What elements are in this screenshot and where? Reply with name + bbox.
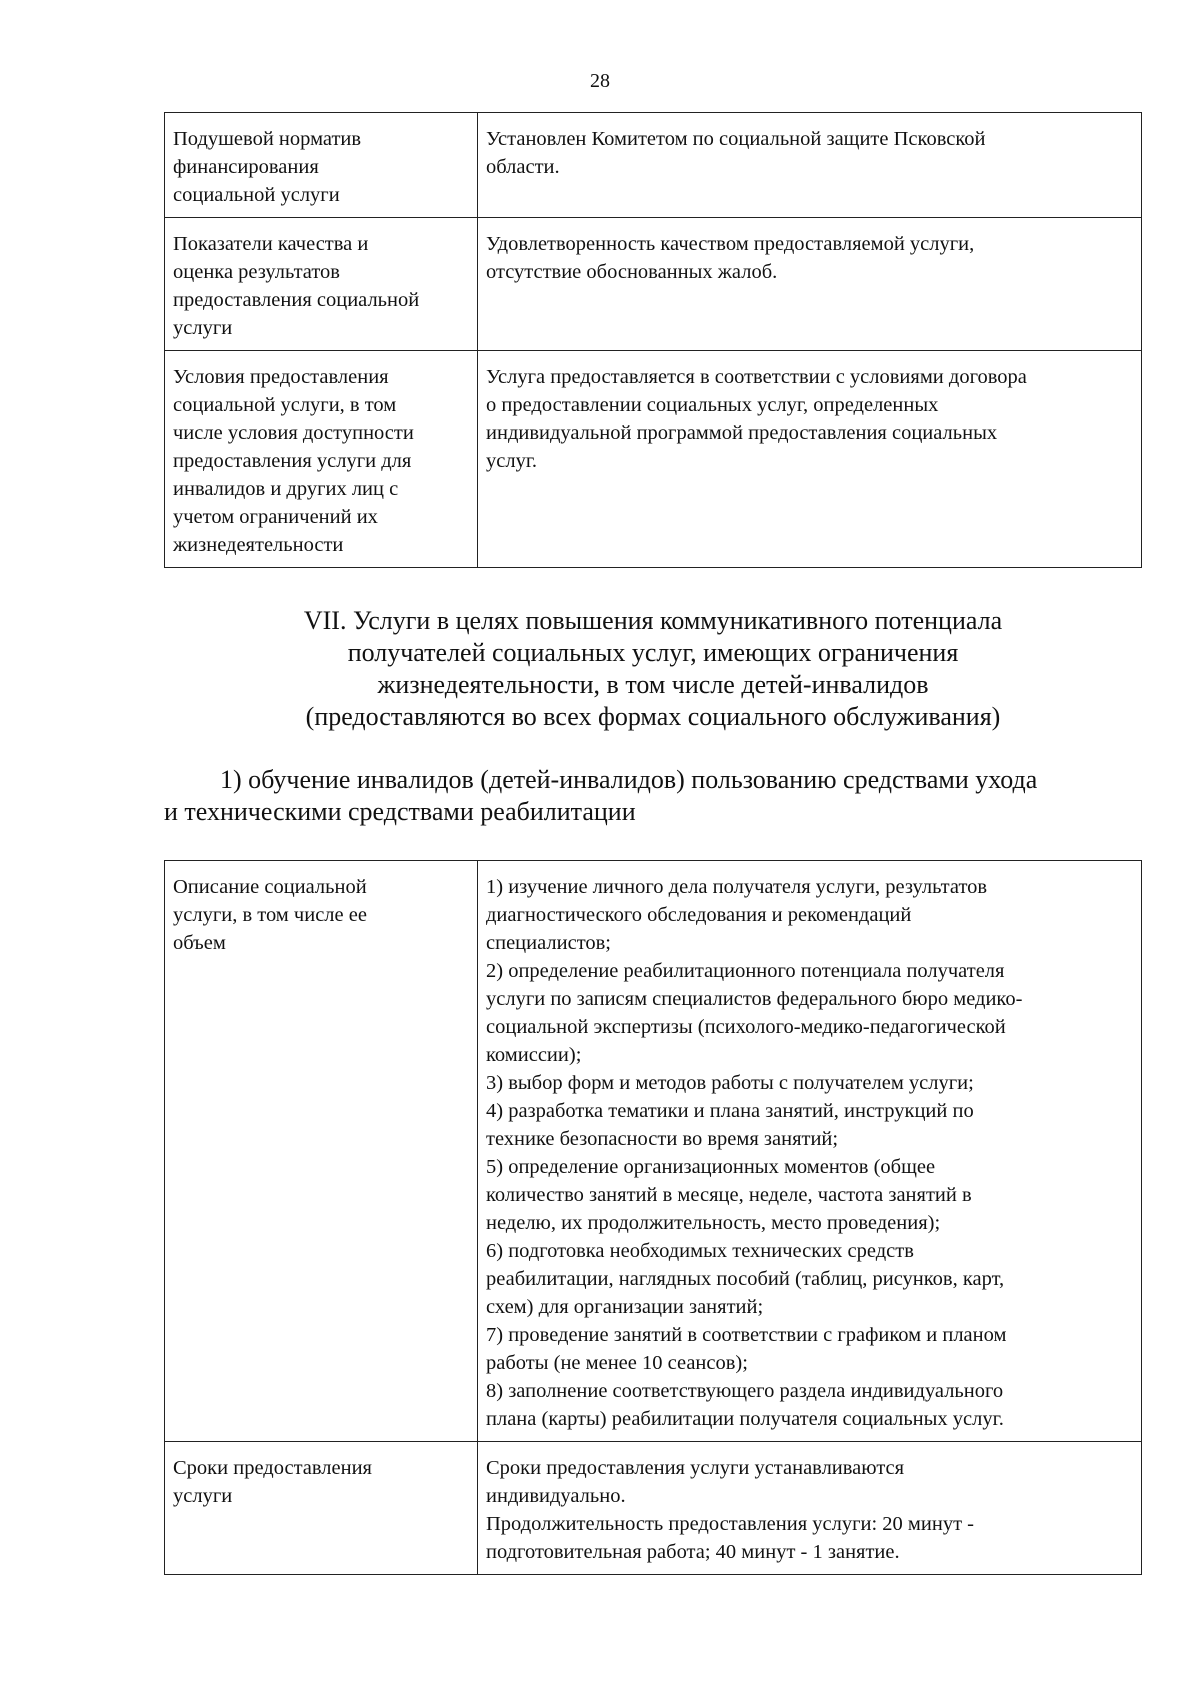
- subsection-heading-text: 1) обучение инвалидов (детей-инвалидов) пользованию средствами ухода: [220, 765, 1038, 794]
- service-parameters-table-top: [164, 112, 1142, 568]
- cell-text-line: 2) определение реабилитационного потенциала получателя: [486, 960, 1005, 982]
- cell-text-line: Продолжительность предоставления услуги: 20 минут -: [486, 1513, 974, 1535]
- row-label-cell: [165, 1442, 478, 1575]
- row-value-cell: [478, 351, 1142, 568]
- cell-text-line: индивидуально.: [486, 1485, 626, 1507]
- cell-text-line: Установлен Комитетом по социальной защите Псковской: [486, 128, 986, 150]
- section-heading-line: получателей социальных услуг, имеющих ограничения: [347, 638, 959, 667]
- section-heading-line: жизнедеятельности, в том числе детей-инвалидов: [377, 670, 929, 699]
- cell-text-line: 6) подготовка необходимых технических средств: [486, 1240, 914, 1262]
- section-heading-line: (предоставляются во всех формах социального обслуживания): [305, 702, 1001, 731]
- cell-text-line: 7) проведение занятий в соответствии с графиком и планом: [486, 1324, 1007, 1346]
- row-value-cell: [478, 861, 1142, 1442]
- cell-text-line: индивидуальной программой предоставления социальных: [486, 422, 998, 444]
- cell-text-line: 3) выбор форм и методов работы с получателем услуги;: [486, 1072, 974, 1094]
- cell-text-line: специалистов;: [486, 932, 612, 954]
- cell-text-line: отсутствие обоснованных жалоб.: [486, 261, 778, 283]
- table-row: [165, 218, 1142, 351]
- cell-text-line: социальной услуги, в том: [173, 394, 397, 416]
- section-heading: [164, 605, 1142, 733]
- page-number: 28: [590, 70, 610, 92]
- cell-text-line: диагностического обследования и рекомендаций: [486, 904, 912, 926]
- cell-text-line: 5) определение организационных моментов (общее: [486, 1156, 936, 1178]
- cell-text-line: плана (карты) реабилитации получателя социальных услуг.: [486, 1408, 1004, 1430]
- table-body: [165, 113, 1142, 568]
- row-label-cell: [165, 113, 478, 218]
- cell-text-line: 8) заполнение соответствующего раздела индивидуального: [486, 1380, 1004, 1402]
- row-label-cell: [165, 351, 478, 568]
- subsection-heading: [164, 764, 1142, 828]
- row-value-cell: [478, 1442, 1142, 1575]
- cell-text-line: числе условия доступности: [173, 422, 414, 444]
- row-label-cell: [165, 218, 478, 351]
- cell-text-line: услуги: [173, 317, 233, 339]
- cell-text-line: количество занятий в месяце, неделе, частота занятий в: [486, 1184, 972, 1206]
- cell-text-line: оценка результатов: [173, 261, 340, 283]
- cell-text-line: реабилитации, наглядных пособий (таблиц, рисунков, карт,: [486, 1268, 1005, 1290]
- section-heading-line: VII. Услуги в целях повышения коммуникативного потенциала: [303, 606, 1003, 635]
- cell-text-line: неделю, их продолжительность, место проведения);: [486, 1212, 941, 1234]
- cell-text-line: услуг.: [486, 450, 538, 472]
- subsection-heading-line: и техническими средствами реабилитации: [164, 797, 636, 826]
- cell-text-line: Удовлетворенность качеством предоставляемой услуги,: [486, 233, 975, 255]
- cell-text-line: услуги: [173, 1485, 233, 1507]
- cell-text-line: технике безопасности во время занятий;: [486, 1128, 839, 1150]
- cell-text-line: инвалидов и других лиц с: [173, 478, 399, 500]
- cell-text-line: предоставления услуги для: [173, 450, 412, 472]
- cell-text-line: 1) изучение личного дела получателя услуги, результатов: [486, 876, 988, 898]
- row-value-cell: [478, 218, 1142, 351]
- cell-text-line: подготовительная работа; 40 минут - 1 занятие.: [486, 1541, 900, 1563]
- table-row: [165, 1442, 1142, 1575]
- cell-text-line: Показатели качества и: [173, 233, 369, 255]
- row-label-cell: [165, 861, 478, 1442]
- cell-text-line: жизнедеятельности: [173, 534, 344, 556]
- table-row: [165, 351, 1142, 568]
- row-value-cell: [478, 113, 1142, 218]
- cell-text-line: предоставления социальной: [173, 289, 420, 311]
- cell-text-line: Сроки предоставления: [173, 1457, 372, 1479]
- table-row: [165, 861, 1142, 1442]
- table-row: [165, 113, 1142, 218]
- subsection-heading-line: [164, 764, 1142, 796]
- cell-text-line: комиссии);: [486, 1044, 582, 1066]
- cell-text-line: работы (не менее 10 сеансов);: [486, 1352, 748, 1374]
- cell-text-line: социальной услуги: [173, 184, 340, 206]
- cell-text-line: Подушевой норматив: [173, 128, 362, 150]
- cell-text-line: 4) разработка тематики и плана занятий, инструкций по: [486, 1100, 974, 1122]
- cell-text-line: схем) для организации занятий;: [486, 1296, 764, 1318]
- table-body: [165, 861, 1142, 1575]
- cell-text-line: услуги, в том числе ее: [173, 904, 367, 926]
- cell-text-line: учетом ограничений их: [173, 506, 378, 528]
- cell-text-line: социальной экспертизы (психолого-медико-педагогической: [486, 1016, 1006, 1038]
- cell-text-line: области.: [486, 156, 560, 178]
- cell-text-line: услуги по записям специалистов федерального бюро медико-: [486, 988, 1023, 1010]
- cell-text-line: объем: [173, 932, 226, 954]
- cell-text-line: о предоставлении социальных услуг, определенных: [486, 394, 939, 416]
- cell-text-line: Услуга предоставляется в соответствии с условиями договора: [486, 366, 1027, 388]
- cell-text-line: Сроки предоставления услуги устанавливаются: [486, 1457, 905, 1479]
- cell-text-line: Условия предоставления: [173, 366, 389, 388]
- service-description-table: [164, 860, 1142, 1575]
- cell-text-line: финансирования: [173, 156, 319, 178]
- cell-text-line: Описание социальной: [173, 876, 367, 898]
